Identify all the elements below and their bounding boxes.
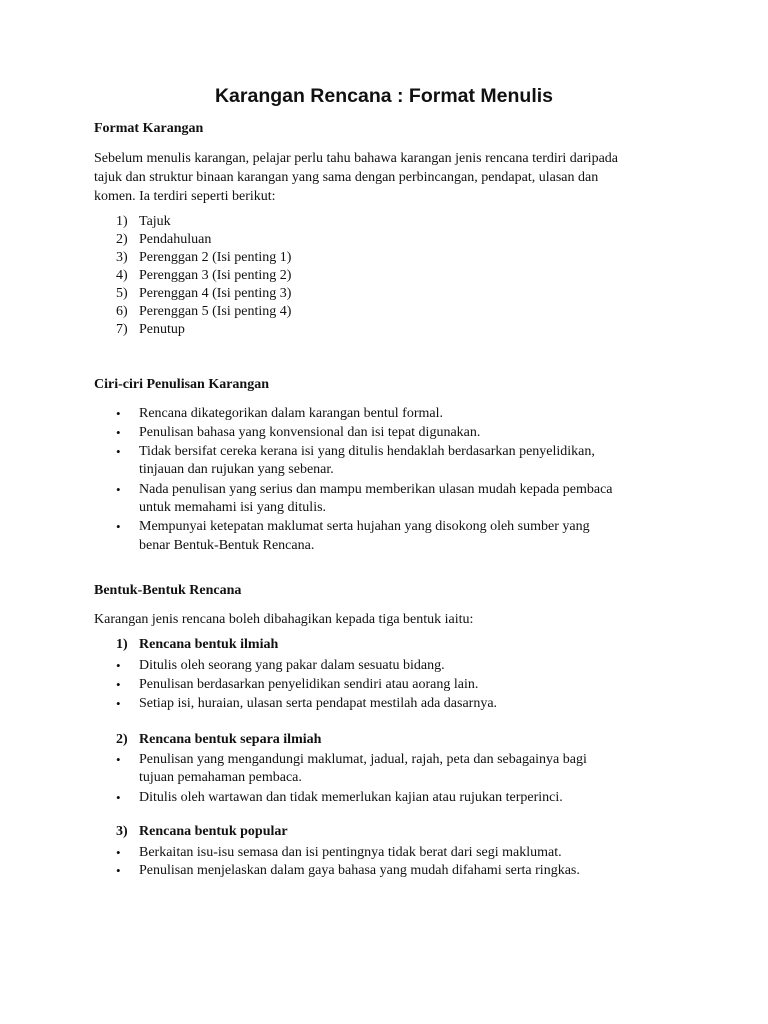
list-text: Penulisan yang mengandungi maklumat, jadual, rajah, peta dan sebagainya bagi bbox=[139, 752, 587, 767]
list-text: Perenggan 2 (Isi penting 1) bbox=[139, 250, 292, 265]
bullet-icon: • bbox=[116, 863, 121, 878]
group-label: Rencana bentuk ilmiah bbox=[139, 637, 279, 652]
intro-line: Sebelum menulis karangan, pelajar perlu tahu bahawa karangan jenis rencana terdiri daripada bbox=[94, 151, 618, 166]
list-text: tinjauan dan rujukan yang sebenar. bbox=[139, 462, 334, 477]
list-text: Tajuk bbox=[139, 214, 171, 229]
list-text: tujuan pemahaman pembaca. bbox=[139, 770, 302, 785]
group-number: 3) bbox=[116, 824, 128, 839]
group-label: Rencana bentuk separa ilmiah bbox=[139, 732, 322, 747]
list-text: Perenggan 3 (Isi penting 2) bbox=[139, 268, 292, 283]
list-number: 4) bbox=[116, 268, 128, 283]
bullet-icon: • bbox=[116, 444, 121, 459]
section-heading-bentuk: Bentuk-Bentuk Rencana bbox=[94, 583, 242, 598]
bullet-icon: • bbox=[116, 519, 121, 534]
page-title: Karangan Rencana : Format Menulis bbox=[214, 85, 554, 107]
intro-line: tajuk dan struktur binaan karangan yang sama dengan perbincangan, pendapat, ulasan dan bbox=[94, 170, 599, 185]
section-heading-format: Format Karangan bbox=[94, 121, 204, 136]
group-number: 1) bbox=[116, 637, 128, 652]
list-number: 2) bbox=[116, 232, 128, 247]
bentuk-intro: Karangan jenis rencana boleh dibahagikan kepada tiga bentuk iaitu: bbox=[94, 612, 474, 627]
bullet-icon: • bbox=[116, 425, 121, 440]
section-heading-ciri: Ciri-ciri Penulisan Karangan bbox=[94, 377, 269, 392]
list-text: Penulisan berdasarkan penyelidikan sendiri atau aorang lain. bbox=[139, 677, 479, 692]
bullet-icon: • bbox=[116, 752, 121, 767]
list-number: 3) bbox=[116, 250, 128, 265]
list-text: benar Bentuk-Bentuk Rencana. bbox=[139, 538, 315, 553]
list-text: Rencana dikategorikan dalam karangan bentul formal. bbox=[139, 406, 443, 421]
list-text: Ditulis oleh seorang yang pakar dalam sesuatu bidang. bbox=[139, 658, 445, 673]
list-text: Penulisan menjelaskan dalam gaya bahasa yang mudah difahami serta ringkas. bbox=[139, 863, 580, 878]
bullet-icon: • bbox=[116, 845, 121, 860]
list-text: untuk memahami isi yang ditulis. bbox=[139, 500, 327, 515]
list-text: Tidak bersifat cereka kerana isi yang ditulis hendaklah berdasarkan penyelidikan, bbox=[139, 444, 595, 459]
list-text: Setiap isi, huraian, ulasan serta pendapat mestilah ada dasarnya. bbox=[139, 696, 498, 711]
list-number: 1) bbox=[116, 214, 128, 229]
bullet-icon: • bbox=[116, 696, 121, 711]
bullet-icon: • bbox=[116, 658, 121, 673]
bullet-icon: • bbox=[116, 790, 121, 805]
group-label: Rencana bentuk popular bbox=[139, 824, 288, 839]
bullet-icon: • bbox=[116, 406, 121, 421]
list-text: Penulisan bahasa yang konvensional dan isi tepat digunakan. bbox=[139, 425, 481, 440]
list-text: Perenggan 4 (Isi penting 3) bbox=[139, 286, 292, 301]
bullet-icon: • bbox=[116, 482, 121, 497]
intro-line: komen. Ia terdiri seperti berikut: bbox=[94, 189, 276, 204]
list-text: Pendahuluan bbox=[139, 232, 212, 247]
list-text: Berkaitan isu-isu semasa dan isi pentingnya tidak berat dari segi maklumat. bbox=[139, 845, 562, 860]
list-text: Mempunyai ketepatan maklumat serta hujahan yang disokong oleh sumber yang bbox=[139, 519, 590, 534]
format-intro-paragraph bbox=[94, 149, 684, 206]
list-text: Penutup bbox=[139, 322, 185, 337]
group-number: 2) bbox=[116, 732, 128, 747]
list-number: 5) bbox=[116, 286, 128, 301]
bullet-icon: • bbox=[116, 677, 121, 692]
list-number: 6) bbox=[116, 304, 128, 319]
list-text: Ditulis oleh wartawan dan tidak memerlukan kajian atau rujukan terperinci. bbox=[139, 790, 563, 805]
list-number: 7) bbox=[116, 322, 128, 337]
list-text: Perenggan 5 (Isi penting 4) bbox=[139, 304, 292, 319]
list-text: Nada penulisan yang serius dan mampu memberikan ulasan mudah kepada pembaca bbox=[139, 482, 613, 497]
